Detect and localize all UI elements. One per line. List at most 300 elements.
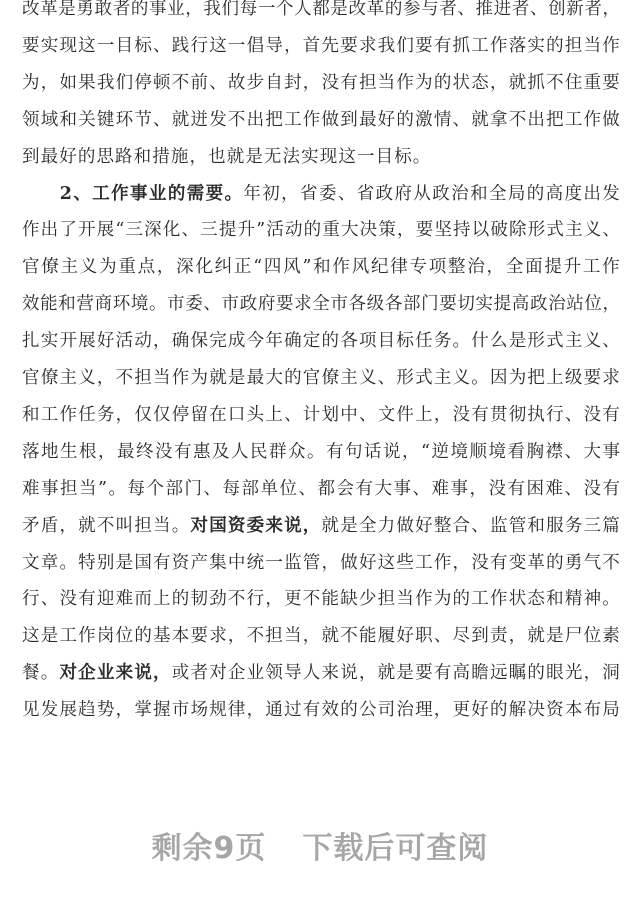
text-char: 高: [511, 294, 530, 315]
text-char: 把: [546, 109, 564, 130]
text-char: 见: [22, 700, 40, 721]
text-char: 作: [489, 35, 508, 56]
text-char: 好: [415, 515, 433, 536]
text-char: 出: [583, 183, 601, 204]
text-char: 求: [358, 35, 377, 56]
text-char: 高: [545, 183, 564, 204]
text-char: 求: [294, 294, 312, 315]
text-char: 工: [284, 109, 302, 130]
text-char: 生: [60, 441, 78, 462]
text-char: 以: [471, 220, 490, 241]
text-char: 点: [137, 257, 156, 278]
text-char: 境: [130, 294, 149, 315]
text-char: 、: [203, 478, 221, 499]
download-prompt[interactable]: [0, 822, 640, 868]
text-char: 三: [200, 220, 218, 241]
text-char: 叫: [115, 515, 134, 536]
text-char: 境: [488, 441, 506, 462]
text-char: 作: [171, 368, 190, 388]
text-char: 位: [279, 478, 297, 499]
text-char: 单: [260, 478, 278, 499]
text-char: 态: [527, 589, 545, 610]
text-char: 惠: [193, 441, 211, 462]
text-char: 站: [566, 294, 584, 315]
text-char: 事: [602, 441, 620, 462]
text-char: 年: [265, 331, 283, 352]
text-char: 众: [288, 441, 306, 462]
text-char: 无: [263, 146, 283, 167]
text-char: 全: [358, 515, 377, 536]
text-char: 们: [221, 0, 240, 19]
text-char: 、: [40, 589, 59, 610]
text-char: 政: [432, 183, 450, 204]
text-char: 为: [415, 72, 433, 93]
text-char: 大: [374, 478, 392, 499]
text-char: 展: [96, 220, 115, 241]
text-char: 握: [153, 700, 171, 721]
text-char: 我: [203, 0, 221, 19]
text-char: 这: [22, 626, 40, 647]
text-char: 治: [451, 183, 469, 204]
bold-text-char: 事: [130, 183, 148, 204]
text-char: 对: [209, 663, 227, 684]
text-char: 基: [153, 626, 171, 647]
text-char: 是: [340, 515, 358, 536]
text-char: 个: [146, 478, 164, 499]
text-char: 导: [265, 35, 283, 56]
text-char: 作: [396, 72, 414, 93]
text-char: 有: [507, 478, 525, 499]
text-char: 义: [78, 368, 96, 388]
text-char: 我: [96, 72, 115, 93]
text-char: 先: [321, 35, 339, 56]
text-char: 提: [218, 220, 237, 241]
text-char: 公: [358, 700, 377, 721]
text-char: 而: [134, 589, 152, 610]
text-char: 是: [58, 0, 76, 19]
text-char: 部: [402, 294, 421, 315]
text-char: 作: [332, 257, 350, 278]
text-char: 。: [307, 441, 325, 462]
text-char: 境: [450, 441, 468, 462]
text-char: 如: [59, 72, 77, 93]
text-char: ，: [486, 257, 505, 278]
text-char: 也: [208, 146, 227, 167]
text-char: 行: [22, 589, 40, 610]
text-char: 、: [203, 294, 221, 315]
text-char: 策: [378, 220, 396, 241]
text-char: 停: [134, 72, 152, 93]
text-line: [22, 364, 620, 392]
text-char: 义: [452, 368, 471, 388]
text-char: 、: [457, 0, 475, 19]
text-char: 都: [317, 478, 335, 499]
text-char: ，: [358, 663, 377, 684]
text-char: 、: [433, 626, 452, 647]
text-char: 主: [340, 368, 358, 388]
text-char: 和: [133, 146, 153, 167]
text-char: 革: [527, 552, 545, 573]
text-char: 有: [302, 700, 321, 721]
text-char: 升: [237, 220, 256, 241]
text-char: 工: [471, 589, 489, 610]
text-char: 开: [59, 331, 77, 352]
text-char: 实: [40, 331, 59, 352]
text-char: 全: [505, 257, 524, 278]
text-char: 难: [22, 478, 40, 499]
text-char: 理: [415, 700, 433, 721]
text-char: 每: [222, 478, 240, 499]
text-char: 作: [602, 35, 620, 56]
text-char: 、: [181, 220, 199, 241]
text-char: 落: [508, 35, 527, 56]
text-char: 有: [433, 663, 452, 684]
text-char: 襟: [545, 441, 563, 462]
text-char: 一: [257, 0, 276, 19]
text-char: 件: [396, 404, 414, 425]
text-char: ，: [452, 552, 471, 573]
text-char: 专: [409, 257, 427, 278]
text-char: 。: [108, 478, 126, 499]
text-char: 就: [226, 146, 246, 167]
text-char: 四: [263, 257, 282, 278]
text-char: 服: [546, 515, 564, 536]
text-char: 每: [127, 478, 145, 499]
text-char: 少: [358, 589, 377, 610]
text-char: 当: [377, 72, 396, 93]
text-char: 是: [40, 626, 59, 647]
text-char: 担: [265, 626, 283, 647]
text-char: 省: [356, 183, 375, 204]
text-char: 做: [321, 109, 339, 130]
text-char: 参: [402, 0, 421, 19]
bold-text-char: 来: [265, 515, 283, 536]
text-char: 治: [396, 700, 414, 721]
text-char: 务: [433, 331, 452, 352]
text-char: 事: [148, 0, 167, 19]
text-char: 求: [209, 626, 227, 647]
text-char: 不: [302, 589, 321, 610]
text-char: 者: [112, 0, 131, 19]
text-char: 是: [115, 552, 134, 573]
text-char: 能: [321, 589, 339, 610]
text-char: 僚: [41, 257, 59, 278]
text-char: 和: [313, 257, 331, 278]
text-char: 当: [79, 478, 97, 499]
text-char: 韧: [190, 589, 208, 610]
text-char: 劲: [209, 589, 227, 610]
text-char: 有: [355, 478, 373, 499]
text-char: 重: [583, 72, 602, 93]
text-char: 工: [40, 404, 59, 425]
text-char: 头: [246, 404, 265, 425]
text-char: 规: [209, 700, 227, 721]
text-char: 布: [583, 700, 602, 721]
text-char: “: [115, 220, 125, 241]
text-char: 环: [112, 294, 131, 315]
text-char: 、: [209, 72, 227, 93]
text-char: 市: [221, 294, 240, 315]
text-char: 三: [125, 220, 143, 241]
text-char: 彻: [508, 404, 527, 425]
text-char: ，: [508, 626, 527, 647]
text-char: 市: [171, 700, 190, 721]
text-char: 到: [22, 146, 41, 167]
text-char: 每: [239, 0, 258, 19]
text-char: 的: [526, 183, 545, 204]
text-char: 。: [40, 663, 59, 684]
text-char: 主: [565, 220, 583, 241]
text-char: 困: [526, 478, 544, 499]
text-char: 治: [467, 257, 485, 278]
text-char: 文: [22, 552, 40, 573]
text-char: 的: [546, 35, 564, 56]
text-char: 要: [190, 626, 208, 647]
text-char: 口: [227, 404, 246, 425]
download-to-view-label[interactable]: 下载后可查阅: [302, 831, 489, 866]
text-char: 改: [348, 0, 367, 19]
text-char: 不: [171, 72, 190, 93]
text-char: 没: [488, 478, 506, 499]
text-char: 作: [433, 552, 452, 573]
text-char: 尸: [564, 626, 583, 647]
text-char: ，: [40, 72, 59, 93]
text-char: 势: [96, 700, 115, 721]
text-char: 深: [176, 257, 194, 278]
text-char: 效: [22, 294, 40, 315]
text-char: 做: [340, 552, 358, 573]
text-char: 标: [394, 146, 413, 167]
text-char: 、: [298, 478, 316, 499]
text-char: 要: [583, 368, 602, 388]
text-char: 深: [144, 220, 162, 241]
text-char: 的: [321, 331, 339, 352]
text-line: [22, 290, 620, 318]
text-char: 坚: [434, 220, 452, 241]
text-char: ，: [402, 441, 420, 462]
text-char: 岗: [96, 626, 115, 647]
text-char: 做: [602, 109, 620, 130]
text-char: 一: [265, 552, 283, 573]
bold-text-char: 资: [227, 515, 246, 536]
text-char: 务: [564, 515, 583, 536]
bold-text-char: ，: [302, 515, 321, 536]
text-char: 升: [563, 257, 582, 278]
text-char: 能: [40, 294, 58, 315]
text-char: 难: [115, 589, 134, 610]
bold-text-char: [22, 180, 40, 208]
text-char: 有: [78, 589, 96, 610]
text-char: 有: [602, 478, 620, 499]
text-char: 发: [40, 700, 59, 721]
text-char: 位: [115, 626, 134, 647]
text-char: 监: [489, 515, 508, 536]
text-line: [22, 253, 620, 281]
text-char: 纠: [214, 257, 233, 278]
text-char: 作: [78, 626, 96, 647]
text-char: 保: [190, 331, 208, 352]
text-char: 扎: [22, 331, 40, 352]
text-char: 这: [78, 35, 96, 56]
text-char: 。: [452, 331, 471, 352]
text-char: 要: [415, 663, 433, 684]
text-char: 事: [41, 478, 59, 499]
text-char: 把: [527, 368, 545, 388]
text-char: 主: [433, 368, 452, 388]
text-line: [22, 69, 620, 97]
text-char: 部: [165, 478, 183, 499]
text-char: 行: [246, 589, 265, 610]
text-char: 、: [564, 404, 583, 425]
text-char: 们: [115, 72, 134, 93]
text-char: 激: [415, 109, 433, 130]
text-char: 作: [415, 589, 433, 610]
text-char: 义: [583, 220, 602, 241]
text-char: 是: [245, 146, 264, 167]
text-char: 措: [152, 146, 171, 167]
text-char: 没: [452, 404, 471, 425]
text-char: 决: [359, 220, 378, 241]
text-char: 现: [319, 146, 339, 167]
text-char: 职: [415, 626, 433, 647]
bold-text-char: 的: [167, 183, 186, 204]
text-char: 、: [529, 0, 548, 19]
text-char: 新: [566, 0, 584, 19]
text-char: 义: [358, 368, 377, 388]
text-char: 要: [602, 72, 620, 93]
text-char: 人: [231, 441, 249, 462]
text-char: 一: [227, 35, 246, 56]
text-line: [22, 696, 620, 724]
text-char: 门: [184, 478, 202, 499]
bold-text-char: 对: [59, 663, 77, 684]
text-char: 者: [584, 0, 602, 19]
text-char: 局: [507, 183, 526, 204]
text-char: 营: [76, 294, 94, 315]
text-char: 键: [96, 109, 115, 130]
text-char: 行: [546, 404, 564, 425]
text-char: 担: [377, 589, 396, 610]
text-char: 委: [318, 183, 337, 204]
text-char: 不: [246, 626, 265, 647]
text-char: ，: [469, 478, 487, 499]
text-char: 市: [167, 294, 185, 315]
text-char: 、: [153, 109, 171, 130]
text-char: ，: [185, 0, 203, 19]
text-char: 状: [452, 72, 471, 93]
text-char: 尽: [452, 626, 471, 647]
text-char: 章: [40, 552, 59, 573]
text-char: 提: [493, 294, 512, 315]
text-char: 文: [377, 404, 396, 425]
text-char: 确: [171, 331, 190, 352]
text-char: 趋: [78, 700, 96, 721]
text-char: 气: [583, 552, 602, 573]
text-char: 篇: [602, 515, 620, 536]
text-char: 自: [265, 72, 283, 93]
text-char: 切: [457, 294, 475, 315]
text-char: 的: [433, 72, 452, 93]
text-line: [22, 180, 620, 208]
text-char: 一: [356, 146, 376, 167]
text-char: 胸: [526, 441, 544, 462]
text-char: 集: [209, 552, 227, 573]
text-char: 革: [366, 0, 385, 19]
text-char: ”: [98, 478, 107, 499]
text-char: 前: [190, 72, 208, 93]
bold-text-char: 来: [115, 663, 134, 684]
text-char: ”: [256, 220, 266, 241]
text-char: 就: [321, 515, 339, 536]
text-char: 有: [602, 404, 620, 425]
text-char: 今: [246, 331, 265, 352]
text-char: 各: [384, 294, 403, 315]
text-char: 不: [508, 109, 527, 130]
text-char: 上: [153, 589, 171, 610]
text-char: 司: [377, 700, 396, 721]
text-char: 划: [321, 404, 339, 425]
text-char: 出: [527, 109, 545, 130]
text-char: 好: [396, 626, 414, 647]
text-char: 全: [312, 294, 330, 315]
text-char: 没: [321, 72, 339, 93]
text-char: 的: [303, 220, 322, 241]
text-char: 化: [195, 257, 213, 278]
text-char: 更: [452, 700, 471, 721]
text-char: 通: [265, 700, 283, 721]
text-char: 导: [284, 663, 302, 684]
text-char: 停: [171, 404, 190, 425]
text-char: 监: [284, 552, 302, 573]
text-char: 路: [115, 146, 134, 167]
text-char: 执: [527, 404, 545, 425]
text-char: 化: [162, 220, 181, 241]
text-char: 留: [190, 404, 208, 425]
text-char: 各: [340, 331, 358, 352]
text-char: 和: [22, 404, 40, 425]
text-char: 群: [269, 441, 287, 462]
text-char: 年: [243, 183, 261, 204]
text-char: 法: [282, 146, 302, 167]
text-char: 倡: [246, 35, 265, 56]
text-char: 都: [312, 0, 330, 19]
text-char: 律: [227, 700, 246, 721]
text-char: 迸: [190, 109, 208, 130]
text-char: 实: [301, 146, 320, 167]
text-char: 与: [421, 0, 439, 19]
text-char: 形: [527, 331, 545, 352]
text-char: 、: [153, 35, 171, 56]
text-char: 全: [488, 183, 507, 204]
text-char: 形: [527, 220, 546, 241]
text-char: 没: [583, 404, 602, 425]
text-char: 正: [233, 257, 252, 278]
text-line: [22, 216, 620, 244]
remaining-pages-label: 剩余9页: [151, 831, 267, 866]
text-char: 会: [336, 478, 354, 499]
text-char: 的: [340, 700, 358, 721]
text-char: ，: [265, 589, 283, 610]
text-char: 的: [396, 109, 414, 130]
text-char: 工: [564, 109, 583, 130]
text-char: 为: [190, 368, 208, 388]
text-char: 省: [300, 183, 318, 204]
text-char: 管: [508, 515, 527, 536]
text-char: 项: [358, 331, 377, 352]
text-char: 展: [59, 700, 77, 721]
text-char: 活: [266, 220, 284, 241]
text-char: 精: [564, 589, 583, 610]
